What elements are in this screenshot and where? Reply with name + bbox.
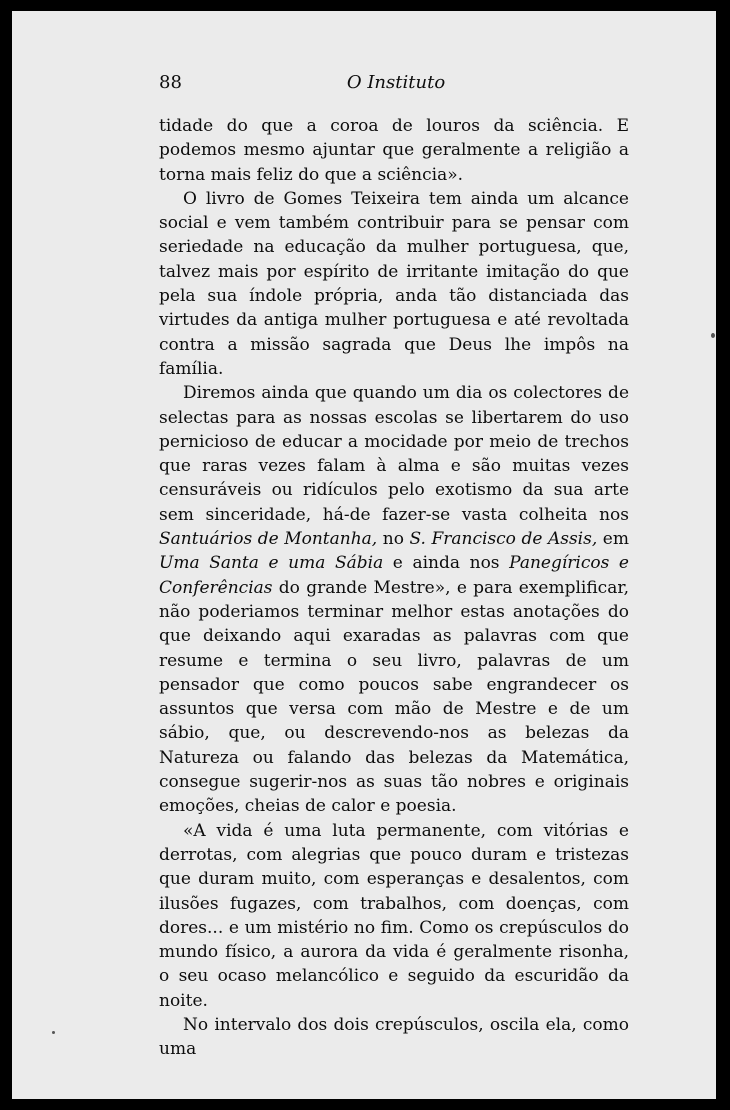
book-title-uma-santa: Uma Santa e uma Sábia xyxy=(159,553,384,574)
paragraph-5: No intervalo dos dois crepúsculos, oscila ela, como uma xyxy=(159,1014,629,1060)
paragraph-3-text-2: no xyxy=(377,529,410,550)
ink-speck xyxy=(711,333,715,338)
body-text xyxy=(159,114,629,1062)
paragraph-4: «A vida é uma luta permanente, com vitórias e derrotas, com alegrias que pouco duram e tristezas que duram muito, com esperanças e desalentos, com ilusões fugazes, com trabalhos, com doenças, com dores... e um mistério no fim. Como os crepúsculos do mundo físico, a aurora da vida é geralmente risonha, o seu ocaso melancólico e seguido da escuridão da noite. xyxy=(159,820,629,1011)
paragraph-3-text-3: em xyxy=(597,529,629,550)
book-title-santuarios: Santuários de Montanha, xyxy=(159,529,378,550)
page-header xyxy=(159,72,633,102)
paragraph-3-text-4: e ainda nos xyxy=(383,553,510,574)
paragraph-3-text-1: Diremos ainda que quando um dia os colectores de selectas para as nossas escolas se libertarem do uso pernicioso de educar a mocidade por meio de trechos que raras vezes falam à alma e são muitas vezes censuráveis ou ridículos pelo exotismo da sua arte sem sinceridade, há-de fazer-se vasta colheita nos xyxy=(159,383,629,525)
page-number: 88 xyxy=(159,72,182,93)
book-title-sao-francisco: S. Francisco de Assis, xyxy=(409,529,598,550)
paragraph-3 xyxy=(159,381,629,818)
paragraph-1: tidade do que a coroa de louros da sciência. E podemos mesmo ajuntar que geralmente a religião a torna mais feliz do que a sciência». xyxy=(159,116,629,185)
paragraph-3-text-5: do grande Mestre», e para exemplificar, não poderiamos terminar melhor estas anotações do que deixando aqui exaradas as palavras com que resume e termina o seu livro, palavras de um pensador que como poucos sabe engrandecer os assuntos que versa com mão de Mestre e de um sábio, que, ou descrevendo-nos as belezas da Natureza ou falando das belezas da Matemática, consegue sugerir-nos as suas tão nobres e originais emoções, cheias de calor e poesia. xyxy=(159,577,629,817)
running-title: O Instituto xyxy=(346,72,446,93)
ink-speck xyxy=(52,1031,55,1034)
document-page xyxy=(12,11,716,1099)
book-title-panegiricos: Panegíricos e Conferências xyxy=(159,553,629,598)
paragraph-2: O livro de Gomes Teixeira tem ainda um alcance social e vem também contribuir para se pensar com seriedade na educação da mulher portuguesa, que, talvez mais por espírito de irritante imitação do que pela sua índole própria, anda tão distanciada das virtudes da antiga mulher portuguesa e até revoltada contra a missão sagrada que Deus lhe impôs na família. xyxy=(159,188,629,379)
